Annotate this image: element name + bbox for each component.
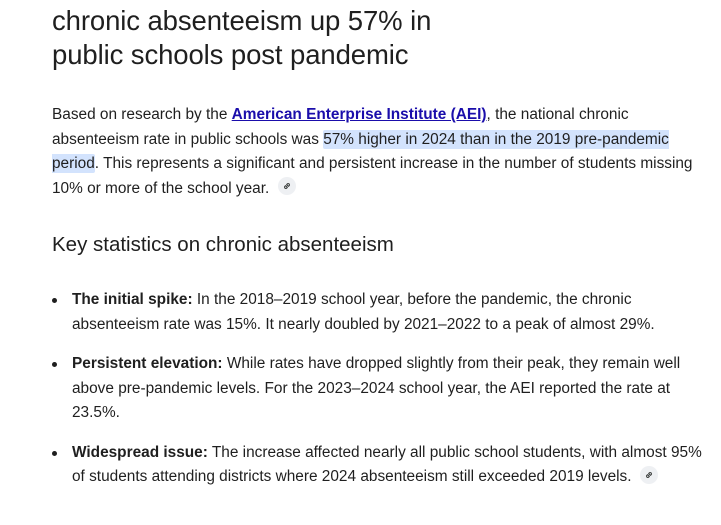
list-item [52,441,707,490]
section-heading: Key statistics on chronic absenteeism [52,233,394,256]
intro-text-1: Based on research by the [52,106,232,123]
source-link-chip[interactable] [640,466,658,484]
intro-paragraph [52,103,700,201]
list-item [52,352,707,426]
page-title-line-1: chronic absenteeism up 57% in [52,5,432,36]
bullet-dot [52,451,57,456]
page-title [52,4,707,72]
intro-text-3: . This represents a significant and persistent increase in the number of students missing 10% or more of the school year. [52,155,693,197]
page-title-line-2: public schools post pandemic [52,39,409,70]
link-icon [644,470,654,480]
bullet-label: Persistent elevation: [72,355,223,372]
intro-highlight: 57% higher in 2024 than in the 2019 pre-pandemic period [52,130,669,172]
bullet-text: While rates have dropped slightly from their peak, they remain well above pre-pandemic levels. For the 2023–2024 school year, the AEI reported the rate at 23.5%. [72,355,681,421]
bullet-label: The initial spike: [72,291,193,308]
bullet-label: Widespread issue: [72,443,208,461]
source-link-chip[interactable] [278,177,296,195]
bullet-dot [52,362,57,367]
intro-text-2: , the national chronic absenteeism rate in public schools was [52,106,629,148]
aei-link[interactable]: American Enterprise Institute (AEI) [231,106,487,123]
bullet-dot [52,298,57,303]
statistics-list [52,288,707,490]
list-item [52,288,707,337]
answer-content [52,0,707,505]
bullet-text: In the 2018–2019 school year, before the pandemic, the chronic absenteeism rate was 15%. It nearly doubled by 2021–2022 to a peak of almost 29%. [72,291,655,333]
bullet-text: The increase affected nearly all public school students, with almost 95% of students attending districts where 2024 absenteeism still exceeded 2019 levels. [72,443,702,485]
link-icon [282,181,292,191]
